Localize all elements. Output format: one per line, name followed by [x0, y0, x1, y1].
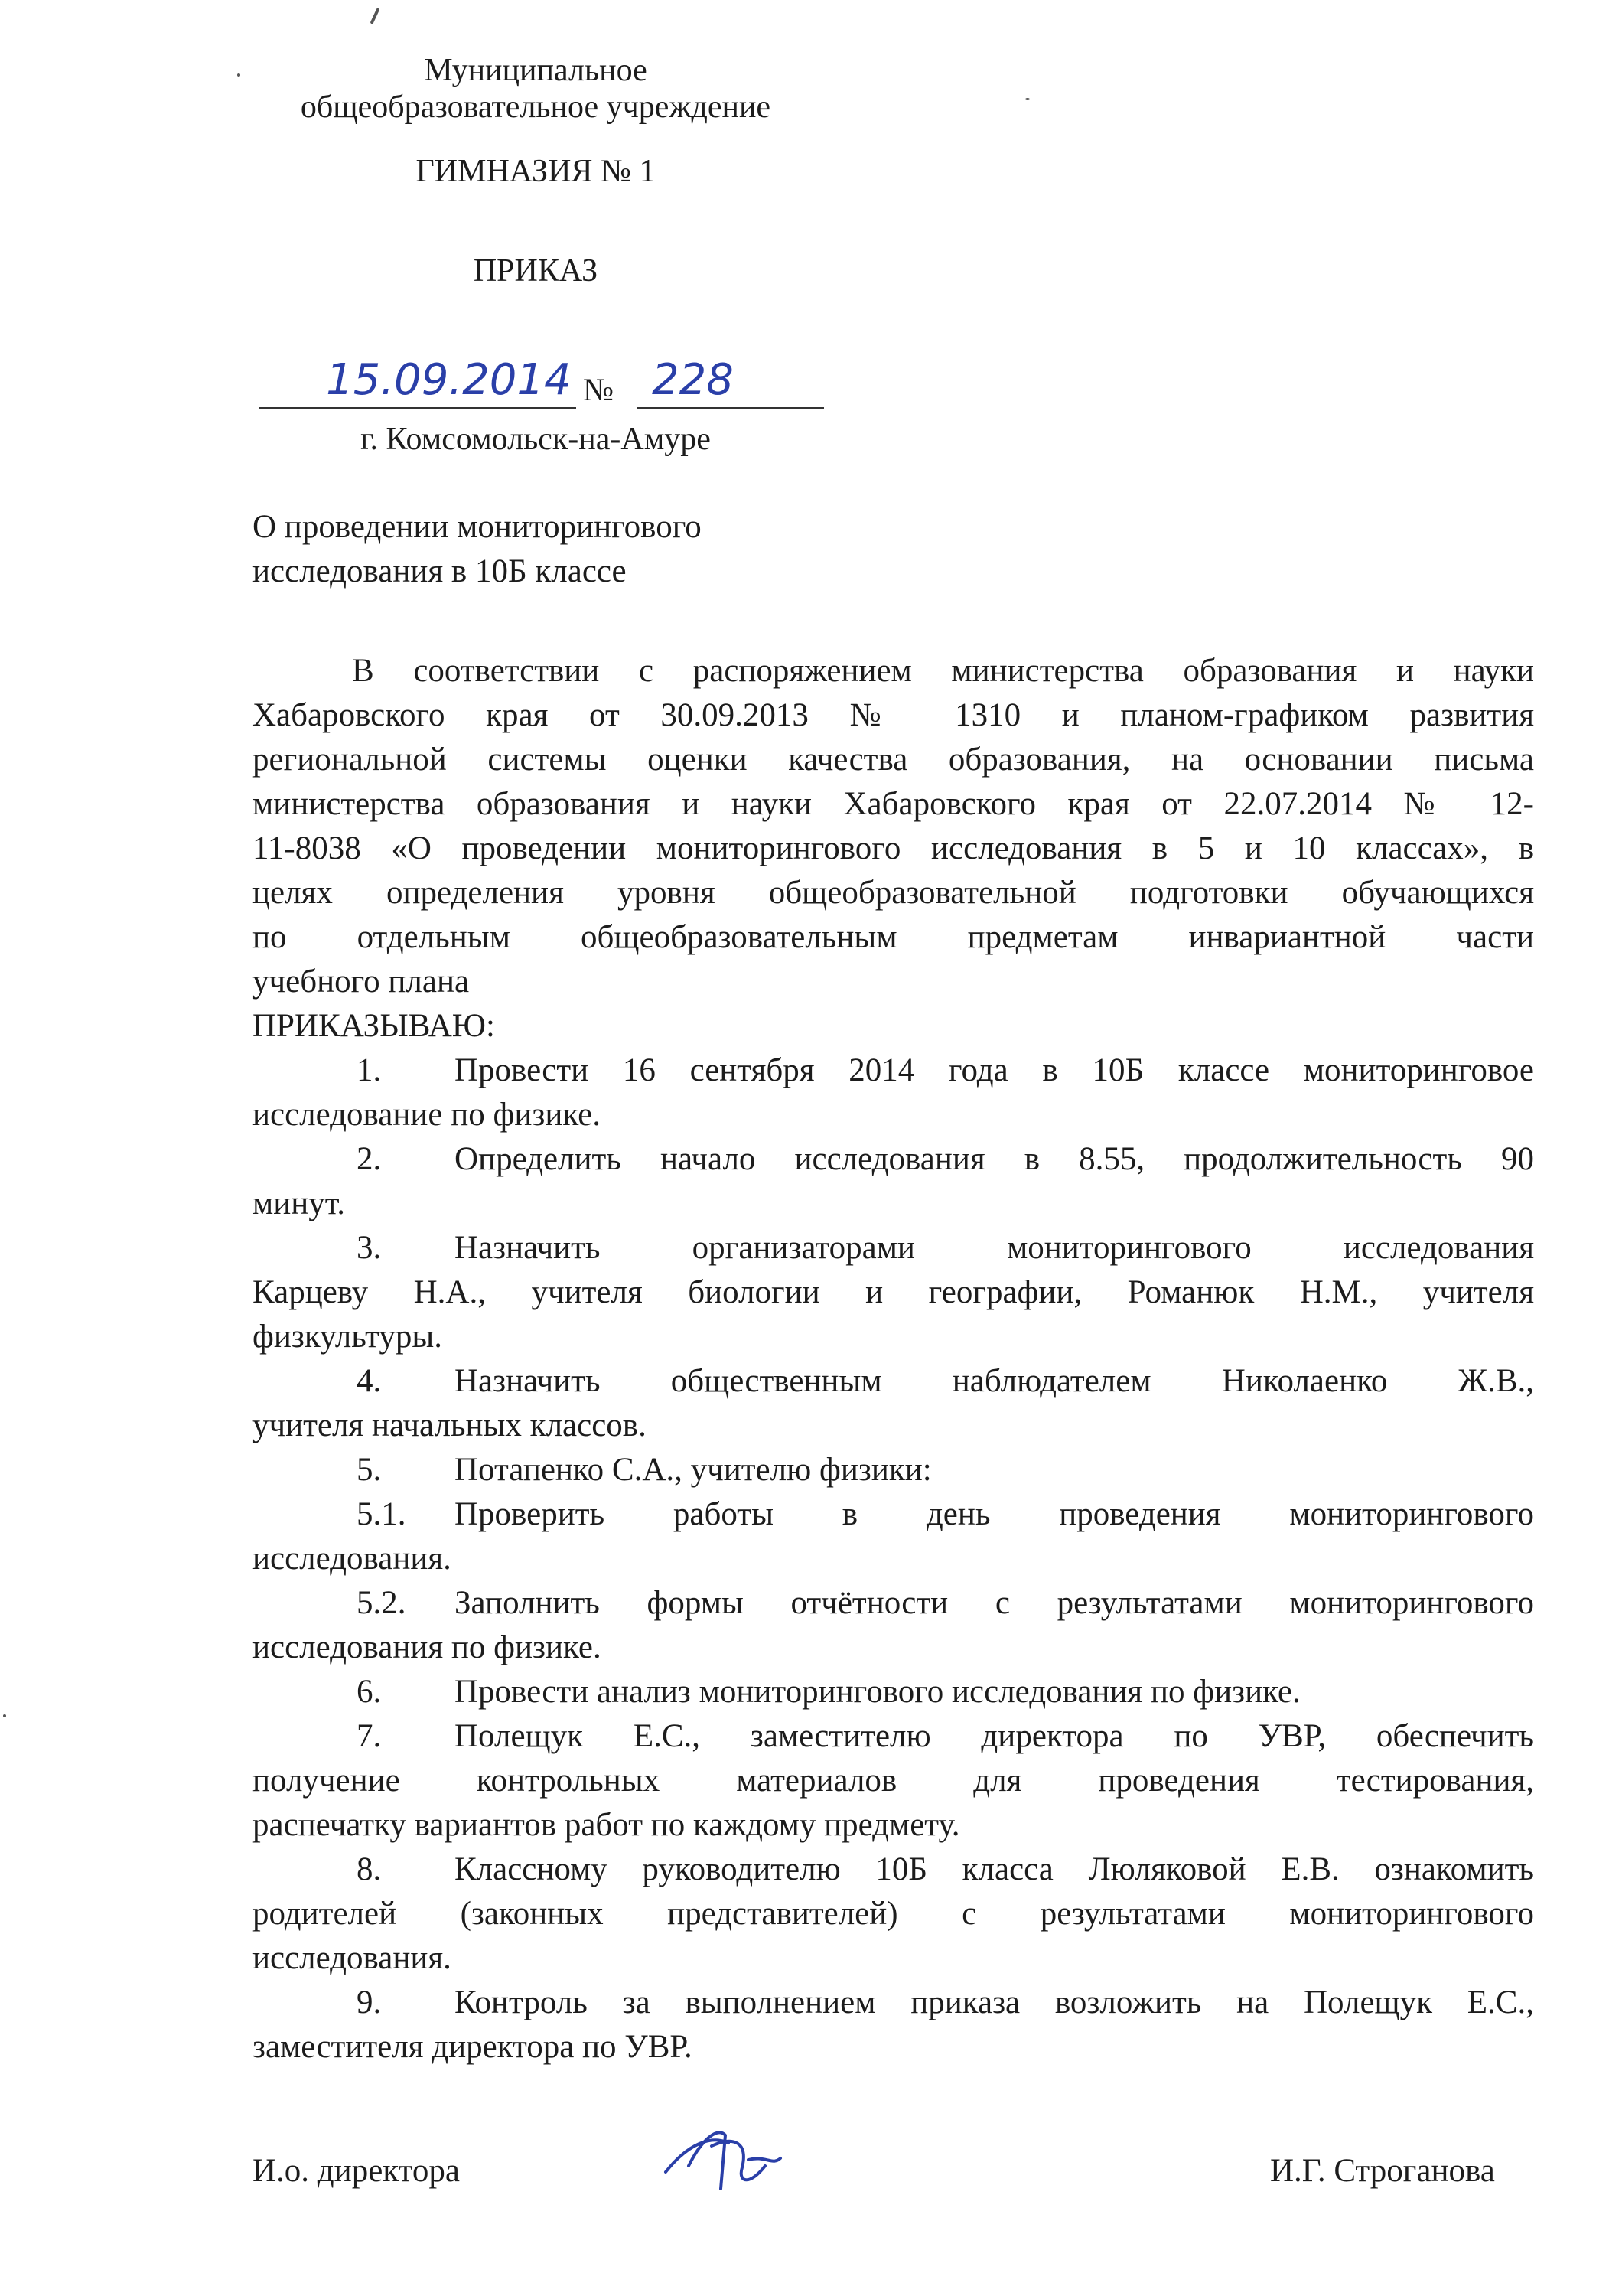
list-item-line: распечатку вариантов работ по каждому предмету. [252, 1807, 960, 1843]
item-text: Определить начало исследования в 8.55, продолжительность 90 [454, 1141, 1534, 1177]
list-item-line: учителя начальных классов. [252, 1407, 647, 1443]
preamble-line: Хабаровского края от 30.09.2013 № 1310 и планом-графиком развития [252, 697, 1534, 733]
org-line-1: Муниципальное [424, 53, 647, 88]
subject-line-2: исследования в 10Б классе [252, 553, 627, 589]
date-handwritten: 15.09.2014 [326, 355, 572, 405]
list-item-first-line [252, 1137, 1534, 1182]
item-number: 9. [357, 1985, 382, 2020]
item-text: Классному руководителю 10Б класса Люляковой Е.В. ознакомить [454, 1851, 1534, 1887]
item-number: 7. [357, 1718, 382, 1754]
list-item-line: заместителя директора по УВР. [252, 2029, 692, 2065]
list-item-first-line [252, 1226, 1534, 1270]
item-text: Контроль за выполнением приказа возложить на Полещук Е.С., [454, 1985, 1534, 2020]
list-item-line: физкультуры. [252, 1319, 443, 1355]
item-number: 2. [357, 1141, 382, 1177]
item-number: 5.1. [357, 1496, 406, 1532]
number-sign: № [583, 373, 614, 408]
scan-speck [370, 8, 380, 24]
scan-speck [3, 1714, 6, 1717]
item-number: 1. [357, 1052, 382, 1088]
list-item-line: исследования. [252, 1940, 451, 1976]
list-item-first-line [252, 1714, 1534, 1759]
item-text: Проверить работы в день проведения мониторингового [454, 1496, 1534, 1532]
signature-name: И.Г. Строганова [1270, 2153, 1495, 2189]
list-item-line: исследование по физике. [252, 1097, 601, 1133]
list-item-line: исследования по физике. [252, 1629, 601, 1665]
list-item-first-line [252, 1848, 1534, 1892]
list-item-first-line [252, 1448, 932, 1492]
school-name: ГИМНАЗИЯ № 1 [415, 154, 656, 189]
item-text: Провести анализ мониторингового исследования по физике. [454, 1674, 1301, 1710]
item-number: 6. [357, 1674, 382, 1710]
scan-speck [1025, 98, 1030, 100]
item-text: Провести 16 сентября 2014 года в 10Б классе мониторинговое [454, 1052, 1534, 1088]
subject-line-1: О проведении мониторингового [252, 509, 702, 545]
order-word: ПРИКАЗЫВАЮ: [252, 1008, 495, 1044]
handwritten-signature [658, 2112, 796, 2204]
list-item-line: минут. [252, 1186, 346, 1221]
org-line-2: общеобразовательное учреждение [300, 90, 771, 125]
item-number: 5.2. [357, 1585, 406, 1621]
list-item-line: Карцеву Н.А., учителя биологии и географии, Романюк Н.М., учителя [252, 1274, 1534, 1310]
item-text: Полещук Е.С., заместителю директора по УВР, обеспечить [454, 1718, 1534, 1754]
list-item-line: получение контрольных материалов для проведения тестирования, [252, 1763, 1534, 1799]
item-text: Назначить общественным наблюдателем Николаенко Ж.В., [454, 1363, 1534, 1399]
list-item-first-line [252, 1981, 1534, 2025]
item-text: Назначить организаторами мониторингового исследования [454, 1230, 1534, 1266]
preamble-line: 11-8038 «О проведении мониторингового исследования в 5 и 10 классах», в [252, 830, 1534, 866]
scan-speck [237, 73, 240, 77]
list-item-line: родителей (законных представителей) с результатами мониторингового [252, 1896, 1534, 1932]
preamble-line: министерства образования и науки Хабаровского края от 22.07.2014 № 12- [252, 786, 1534, 822]
item-number: 5. [357, 1452, 382, 1488]
number-field [637, 355, 824, 409]
item-number: 4. [357, 1363, 382, 1399]
list-item-first-line [252, 1359, 1534, 1404]
item-text: Заполнить формы отчётности с результатами мониторингового [454, 1585, 1534, 1621]
list-item-first-line [252, 1670, 1301, 1714]
list-item-line: исследования. [252, 1541, 451, 1577]
preamble-line: целях определения уровня общеобразовательной подготовки обучающихся [252, 875, 1534, 911]
doc-type: ПРИКАЗ [473, 253, 598, 289]
list-item-first-line [252, 1049, 1534, 1093]
date-field [259, 355, 576, 409]
signature-title: И.о. директора [252, 2153, 460, 2189]
list-item-first-line [252, 1492, 1534, 1537]
preamble-line: В соответствии с распоряжением министерства образования и науки [352, 653, 1534, 689]
item-number: 3. [357, 1230, 382, 1266]
city: г. Комсомольск-на-Амуре [360, 422, 711, 457]
item-text: Потапенко С.А., учителю физики: [454, 1452, 932, 1488]
preamble-line: по отдельным общеобразовательным предметам инвариантной части [252, 919, 1534, 955]
number-handwritten: 228 [652, 355, 734, 405]
list-item-first-line [252, 1581, 1534, 1626]
item-number: 8. [357, 1851, 382, 1887]
preamble-line: учебного плана [252, 964, 470, 1000]
preamble-line: региональной системы оценки качества образования, на основании письма [252, 742, 1534, 778]
